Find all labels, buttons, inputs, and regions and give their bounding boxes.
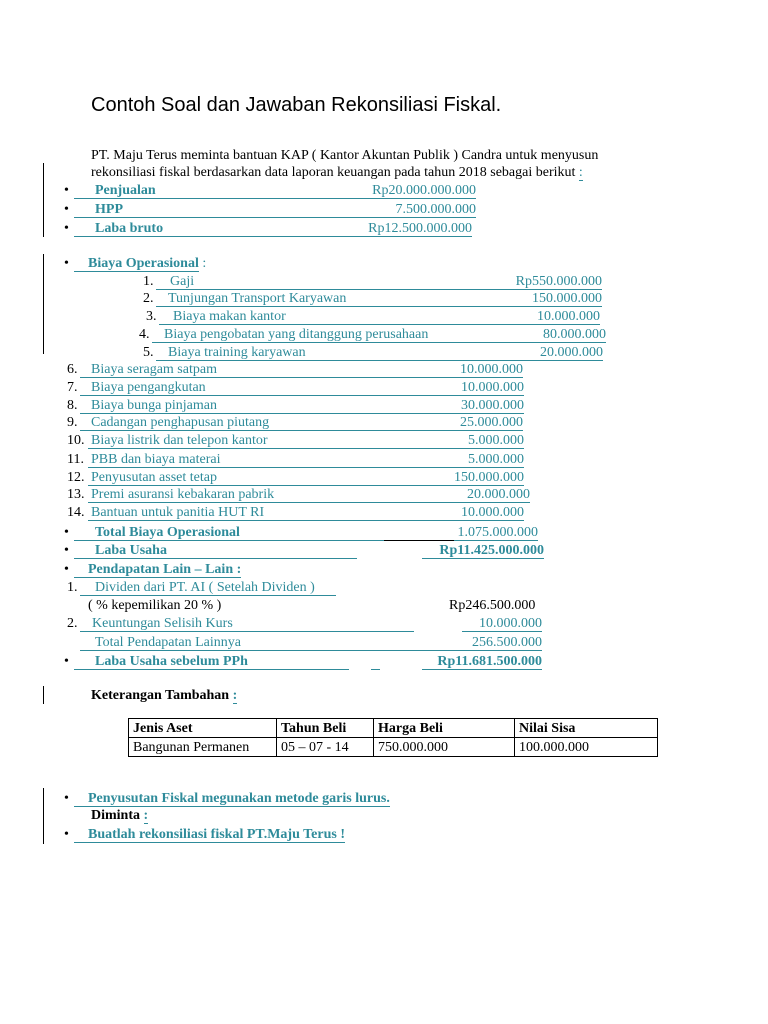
biaya-value: 10.000.000: [461, 380, 524, 395]
biaya-value: 10.000.000: [460, 362, 523, 377]
item-number: 11.: [67, 452, 84, 467]
bullet-icon: •: [64, 654, 69, 669]
biaya-label: Biaya listrik dan telepon kantor: [91, 433, 268, 448]
summary-value: Rp20.000.000.000: [372, 183, 476, 198]
kurs-value: 10.000.000: [479, 616, 542, 631]
biaya-item: [80, 397, 524, 414]
table-header-cell: Harga Beli: [374, 719, 515, 738]
intro-line-2: [91, 164, 583, 181]
table-header-cell: Jenis Aset: [129, 719, 277, 738]
item-number: 10.: [67, 433, 85, 448]
item-number: 9.: [67, 415, 78, 430]
item-number: 3.: [146, 309, 157, 324]
biaya-label: Biaya seragam satpam: [91, 362, 217, 377]
biaya-item: [88, 486, 530, 503]
dividen-value: Rp246.500.000: [449, 598, 536, 613]
kurs-value-box: [462, 615, 542, 632]
keterangan-label: Keterangan Tambahan: [91, 688, 230, 703]
summary-value: Rp12.500.000.000: [368, 221, 472, 236]
biaya-item: [80, 379, 524, 396]
laba-usaha-row: [74, 542, 357, 559]
item-number: 1.: [143, 274, 154, 289]
bullet-icon: •: [64, 256, 69, 271]
laba-usaha-value: Rp11.425.000.000: [439, 543, 544, 558]
page-title: Contoh Soal dan Jawaban Rekonsiliasi Fiskal.: [91, 94, 502, 116]
diminta-colon: :: [143, 808, 149, 823]
biaya-header-label: Biaya Operasional: [74, 256, 199, 272]
underline-fragment: [371, 669, 380, 670]
revision-bar: [43, 788, 44, 844]
biaya-value: 80.000.000: [543, 327, 606, 342]
item-number: 6.: [67, 362, 78, 377]
total-pendapatan-label: Total Pendapatan Lainnya: [95, 635, 241, 650]
pendapatan-header: [74, 561, 241, 578]
summary-row-hpp: [74, 201, 476, 218]
biaya-label: Biaya pengangkutan: [91, 380, 206, 395]
pendapatan-item-dividen: [80, 579, 336, 596]
bullet-icon: •: [64, 202, 69, 217]
keterangan-colon: :: [232, 688, 238, 703]
laba-sebelum-pph-label: Laba Usaha sebelum PPh: [95, 654, 248, 669]
keterangan-heading: [91, 687, 237, 704]
biaya-header-colon: :: [202, 256, 207, 271]
biaya-item: [156, 290, 602, 307]
pendapatan-item-kurs: [80, 615, 414, 632]
bullet-icon: •: [64, 543, 69, 558]
bullet-icon: •: [64, 183, 69, 198]
item-number: 5.: [143, 345, 154, 360]
laba-sebelum-pph-row: [74, 653, 349, 670]
biaya-value: 5.000.000: [468, 433, 524, 448]
bullet-icon: •: [64, 791, 69, 806]
revision-bar: [43, 254, 44, 354]
biaya-item: [156, 273, 602, 290]
biaya-value: 10.000.000: [461, 505, 524, 520]
summary-row-penjualan: [74, 182, 476, 199]
table-cell: Bangunan Permanen: [129, 738, 277, 757]
item-number: 8.: [67, 398, 78, 413]
item-number: 2.: [143, 291, 154, 306]
biaya-value: 25.000.000: [460, 415, 523, 430]
biaya-operasional-header: [74, 255, 206, 272]
table-cell: 100.000.000: [515, 738, 658, 757]
biaya-value: 150.000.000: [454, 470, 524, 485]
summary-label: Laba bruto: [95, 221, 164, 236]
summary-row-laba-bruto: [74, 220, 472, 237]
biaya-item: [88, 432, 524, 449]
total-biaya-row: [74, 524, 538, 541]
task-note-text: Buatlah rekonsiliasi fiskal PT.Maju Terus !: [88, 827, 345, 842]
biaya-item: [80, 361, 523, 378]
biaya-value: 150.000.000: [532, 291, 602, 306]
asset-table: [128, 718, 658, 757]
penyusutan-note-text: Penyusutan Fiskal megunakan metode garis lurus.: [88, 791, 390, 806]
biaya-value: 20.000.000: [540, 345, 603, 360]
diminta-heading: [91, 807, 148, 824]
dividen-sub-note: ( % kepemilikan 20 % ): [88, 598, 222, 613]
laba-sebelum-pph-value: Rp11.681.500.000: [437, 654, 542, 669]
summary-label: HPP: [95, 202, 123, 217]
biaya-value: 30.000.000: [461, 398, 524, 413]
item-number: 7.: [67, 380, 78, 395]
intro-line-2-text: rekonsiliasi fiskal berdasarkan data laporan keuangan pada tahun 2018 sebagai berikut: [91, 165, 576, 180]
intro-line-1: PT. Maju Terus meminta bantuan KAP ( Kantor Akuntan Publik ) Candra untuk menyusun: [91, 148, 599, 163]
revision-bar: [43, 163, 44, 237]
summary-value: 7.500.000.000: [395, 202, 476, 217]
biaya-label: Biaya training karyawan: [168, 345, 306, 360]
item-number: 2.: [67, 616, 78, 631]
biaya-label: Premi asuransi kebakaran pabrik: [91, 487, 275, 502]
kurs-label: Keuntungan Selisih Kurs: [92, 616, 233, 631]
biaya-item: [80, 414, 523, 431]
total-pendapatan-row: [80, 634, 542, 651]
bullet-icon: •: [64, 562, 69, 577]
biaya-label: Penyusutan asset tetap: [91, 470, 217, 485]
biaya-value: 5.000.000: [468, 452, 524, 467]
item-number: 13.: [67, 487, 85, 502]
total-pendapatan-value: 256.500.000: [472, 635, 542, 650]
bullet-icon: •: [64, 827, 69, 842]
table-header-cell: Tahun Beli: [277, 719, 374, 738]
total-biaya-label: Total Biaya Operasional: [95, 525, 240, 540]
diminta-label: Diminta: [91, 808, 140, 823]
item-number: 1.: [67, 580, 78, 595]
item-number: 4.: [139, 327, 150, 342]
biaya-item: [152, 326, 606, 343]
item-number: 12.: [67, 470, 85, 485]
biaya-label: Biaya makan kantor: [173, 309, 286, 324]
table-cell: 750.000.000: [374, 738, 515, 757]
biaya-value: 10.000.000: [537, 309, 600, 324]
bullet-icon: •: [64, 221, 69, 236]
biaya-item: [88, 504, 524, 521]
laba-sebelum-pph-value-box: [422, 653, 542, 670]
biaya-label: Cadangan penghapusan piutang: [91, 415, 270, 430]
bullet-icon: •: [64, 525, 69, 540]
biaya-item: [156, 344, 603, 361]
laba-usaha-label: Laba Usaha: [95, 543, 167, 558]
table-row: [129, 738, 658, 757]
dividen-label: Dividen dari PT. AI ( Setelah Dividen ): [95, 580, 315, 595]
laba-usaha-value-box: [422, 542, 544, 559]
table-header-cell: Nilai Sisa: [515, 719, 658, 738]
biaya-item: [88, 469, 524, 486]
intro-colon: :: [578, 165, 583, 180]
revision-bar: [43, 686, 44, 704]
biaya-label: Bantuan untuk panitia HUT RI: [91, 505, 265, 520]
total-biaya-value: 1.075.000.000: [457, 525, 538, 540]
table-cell: 05 – 07 - 14: [277, 738, 374, 757]
biaya-label: Biaya bunga pinjaman: [91, 398, 217, 413]
biaya-value: 20.000.000: [467, 487, 530, 502]
biaya-label: Gaji: [170, 274, 195, 289]
summary-label: Penjualan: [95, 183, 156, 198]
task-note: [74, 826, 345, 843]
biaya-label: Biaya pengobatan yang ditanggung perusahaan: [164, 327, 429, 342]
biaya-item: [159, 308, 600, 325]
biaya-item: [88, 451, 524, 468]
pendapatan-header-label: Pendapatan Lain – Lain :: [74, 562, 241, 578]
penyusutan-note: [74, 790, 390, 807]
table-header-row: [129, 719, 658, 738]
biaya-label: Tunjungan Transport Karyawan: [168, 291, 347, 306]
biaya-label: PBB dan biaya materai: [91, 452, 221, 467]
biaya-value: Rp550.000.000: [515, 274, 602, 289]
item-number: 14.: [67, 505, 85, 520]
